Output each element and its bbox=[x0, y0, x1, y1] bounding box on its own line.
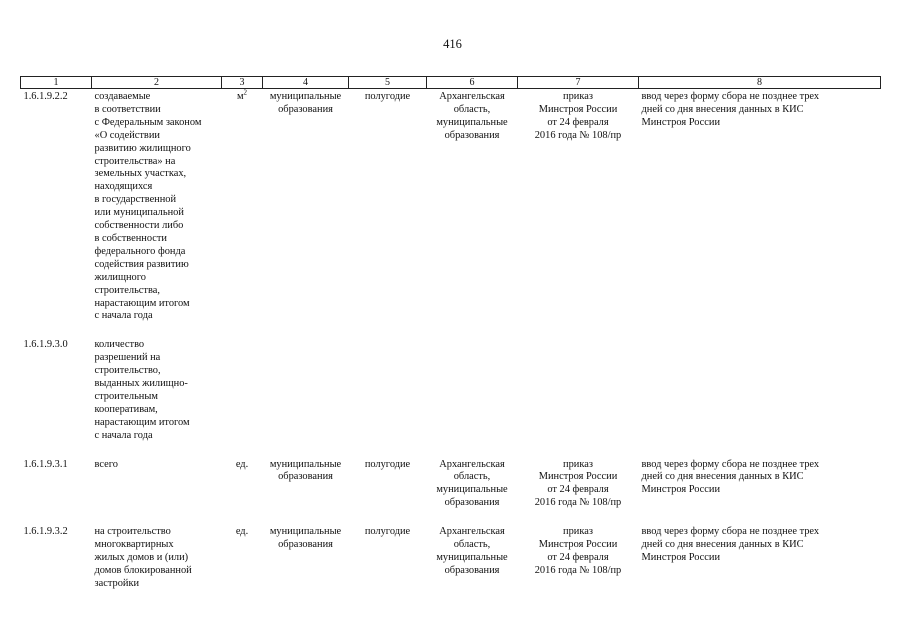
source-document: приказ Минстроя России от 24 февраля 2016 года № 108/пр bbox=[534, 526, 622, 576]
column-number: 1 bbox=[21, 77, 92, 89]
source-document bbox=[518, 337, 639, 456]
column-number: 8 bbox=[639, 77, 881, 89]
indicator-name: создаваемые в соответствии с Федеральным законом «О содействии развитию жилищного строительства» на земельных участках, находящихся в государственной или муниципальной собственности либо в собственности федерального фонда содействия развитию жилищного строительства, нарастающим итогом с начала года bbox=[94, 91, 202, 322]
indicator-table bbox=[20, 76, 881, 605]
submission-note: ввод через форму сбора не позднее трех дней со дня внесения данных в КИС Минстроя России bbox=[641, 526, 820, 563]
source-document: приказ Минстроя России от 24 февраля 2016 года № 108/пр bbox=[534, 458, 622, 509]
unit-superscript: 2 bbox=[243, 88, 248, 97]
indicator-code: 1.6.1.9.3.0 bbox=[23, 339, 68, 351]
unit-text: м bbox=[236, 91, 244, 102]
periodicity: полугодие bbox=[364, 91, 411, 102]
territory: Архангельская область, муниципальные образования bbox=[436, 526, 508, 576]
submission-note: ввод через форму сбора не позднее трех дней со дня внесения данных в КИС Минстроя России bbox=[641, 458, 820, 496]
column-number: 5 bbox=[349, 77, 427, 89]
periodicity bbox=[349, 337, 427, 456]
data-level bbox=[263, 337, 349, 456]
data-level: муниципальные образования bbox=[269, 91, 342, 115]
indicator-code: 1.6.1.9.3.1 bbox=[23, 458, 68, 470]
column-number: 3 bbox=[222, 77, 263, 89]
territory bbox=[427, 337, 518, 456]
territory: Архангельская область, муниципальные образования bbox=[436, 458, 508, 509]
periodicity: полугодие bbox=[364, 526, 411, 538]
data-level: муниципальные образования bbox=[269, 458, 342, 483]
table-row bbox=[21, 89, 881, 338]
unit-of-measure bbox=[222, 89, 263, 338]
submission-note: ввод через форму сбора не позднее трех дней со дня внесения данных в КИС Минстроя России bbox=[641, 91, 820, 128]
indicator-code: 1.6.1.9.2.2 bbox=[23, 91, 68, 102]
table-row bbox=[21, 524, 881, 605]
unit-of-measure bbox=[222, 457, 263, 525]
submission-note bbox=[639, 337, 881, 456]
indicator-code: 1.6.1.9.3.2 bbox=[23, 526, 68, 538]
column-number: 2 bbox=[92, 77, 222, 89]
column-number: 4 bbox=[263, 77, 349, 89]
page-number: 416 bbox=[443, 37, 462, 51]
table-row bbox=[21, 457, 881, 525]
indicator-name: всего bbox=[94, 458, 118, 470]
unit-of-measure bbox=[222, 524, 263, 605]
source-document: приказ Минстроя России от 24 февраля 2016 года № 108/пр bbox=[534, 91, 622, 141]
unit-text: ед. bbox=[235, 526, 249, 538]
unit-of-measure bbox=[222, 337, 263, 456]
indicator-name: на строительство многоквартирных жилых домов и (или) домов блокированной застройки bbox=[94, 526, 192, 589]
column-number: 6 bbox=[427, 77, 518, 89]
data-level: муниципальные образования bbox=[269, 526, 342, 551]
territory: Архангельская область, муниципальные образования bbox=[436, 91, 508, 141]
column-number: 7 bbox=[518, 77, 639, 89]
column-number-row bbox=[21, 77, 881, 89]
unit-text: ед. bbox=[235, 458, 249, 470]
table-row bbox=[21, 337, 881, 456]
indicator-name: количество разрешений на строительство, выданных жилищно- строительным кооперативам, нарастающим итогом с начала года bbox=[94, 339, 190, 441]
periodicity: полугодие bbox=[364, 458, 411, 470]
